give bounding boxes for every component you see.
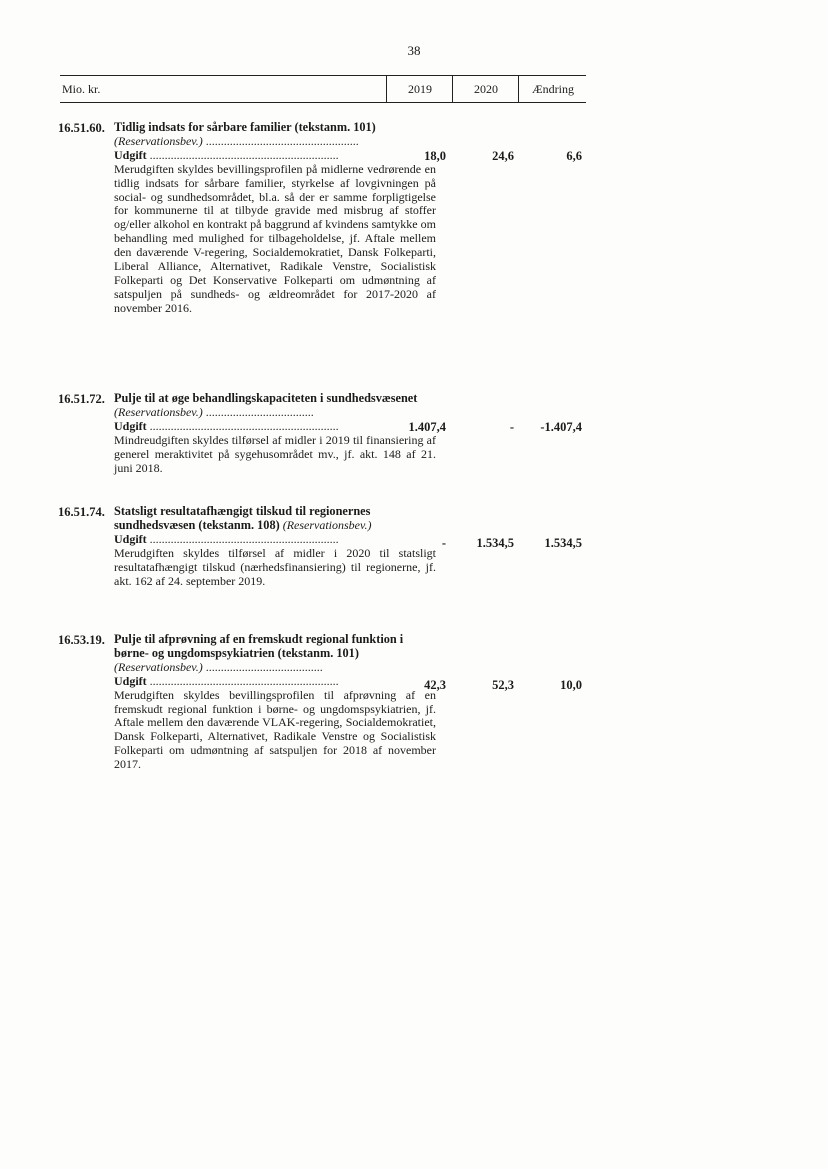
- udgift-label: Udgift: [114, 673, 147, 688]
- entry-description: Mindreudgiften skyldes tilførsel af midler i 2019 til finansiering af generel meraktivitet på sygehusområdet mv., jf. akt. 148 af 21. juni 2018.: [114, 432, 436, 475]
- value-2019: 42,3: [424, 678, 446, 692]
- reservation-label: (Reservationsbev.): [114, 133, 203, 148]
- table-header: [60, 75, 586, 103]
- leader-dots: .......................................: [202, 659, 323, 674]
- account-number: 16.53.19.: [58, 633, 105, 647]
- value-2019: 1.407,4: [408, 420, 446, 434]
- udgift-label: Udgift: [114, 418, 147, 433]
- value-change: -1.407,4: [540, 420, 582, 434]
- reservation-label: (Reservationsbev.): [282, 517, 372, 532]
- value-2020: 52,3: [492, 678, 514, 692]
- value-2019: -: [441, 536, 446, 550]
- leader-dots: ...............................................................: [146, 531, 339, 546]
- value-change: 6,6: [566, 149, 582, 163]
- value-2020: 1.534,5: [476, 536, 514, 550]
- value-2020: -: [509, 420, 514, 434]
- column-header-2020: 2020: [452, 76, 519, 102]
- entry-description: Merudgiften skyldes bevillingsprofilen på midlerne vedrørende en tidlig indsats for sårbare familier, styrkelse af lovgivningen på social- og sundhedsområdet, bl.a. så der er samme forpligtigelse for kommunerne til at tilbyde gravide med misbrug af stoffer og/eller alkohol en kontrakt på baggrund af kvindens samtykke om behandling med mulighed for tilbageholdelse, jf. Aftale mellem den daværende V-regering, Socialdemokratiet, Dansk Folkeparti, Liberal Alliance, Alternativet, Radikale Venstre, Socialistisk Folkeparti og Det Konservative Folkeparti om udmøntning af satspuljen på sundheds- og ældreområdet for 2017-2020 af november 2016.: [114, 161, 436, 315]
- entry-title: Pulje til afprøvning af en fremskudt regional funktion i børne- og ungdomspsykiatrien (tekstanm. 101): [114, 632, 404, 660]
- entry-title: Pulje til at øge behandlingskapaciteten i sundhedsvæsenet: [114, 391, 418, 405]
- reservation-label: (Reservationsbev.): [114, 659, 203, 674]
- entry-body: [114, 633, 436, 772]
- reservation-label: (Reservationsbev.): [114, 404, 203, 419]
- page-number: 38: [407, 43, 421, 58]
- leader-dots: ...............................................................: [146, 673, 339, 688]
- leader-dots: ...............................................................: [146, 147, 339, 162]
- entry-description: Merudgiften skyldes bevillingsprofilen til afprøvning af en fremskudt regional funktion i børne- og ungdomspsykiatrien, jf. Aftale mellem den daværende VLAK-regering, Socialdemokratiet, Dansk Folkeparti, Alternativet, Radikale Venstre og Socialistisk Folkeparti om udmøntning af satspuljen for 2018 af november 2017.: [114, 687, 436, 772]
- value-2019: 18,0: [424, 149, 446, 163]
- value-change: 1.534,5: [544, 536, 582, 550]
- leader-dots: ....................................: [202, 404, 314, 419]
- leader-dots: ...................................................: [202, 133, 359, 148]
- column-header-2019: 2019: [386, 76, 453, 102]
- account-number: 16.51.72.: [58, 392, 105, 406]
- account-number: 16.51.60.: [58, 121, 105, 135]
- value-2020: 24,6: [492, 149, 514, 163]
- leader-dots: ...............................................................: [146, 418, 339, 433]
- entry-description: Merudgiften skyldes tilførsel af midler i 2020 til statsligt resultatafhængigt tilskud (nærhedsfinansiering) til regionerne, jf. akt. 162 af 24. september 2019.: [114, 545, 436, 588]
- udgift-label: Udgift: [114, 147, 147, 162]
- account-number: 16.51.74.: [58, 505, 105, 519]
- column-header-change: Ændring: [518, 76, 587, 102]
- udgift-label: Udgift: [114, 531, 147, 546]
- entry-title: Tidlig indsats for sårbare familier (tekstanm. 101): [114, 120, 376, 134]
- entry-title: Statsligt resultatafhængigt tilskud til regionernes sundhedsvæsen (tekstanm. 108): [114, 504, 371, 532]
- unit-label: Mio. kr.: [62, 82, 101, 96]
- value-change: 10,0: [560, 678, 582, 692]
